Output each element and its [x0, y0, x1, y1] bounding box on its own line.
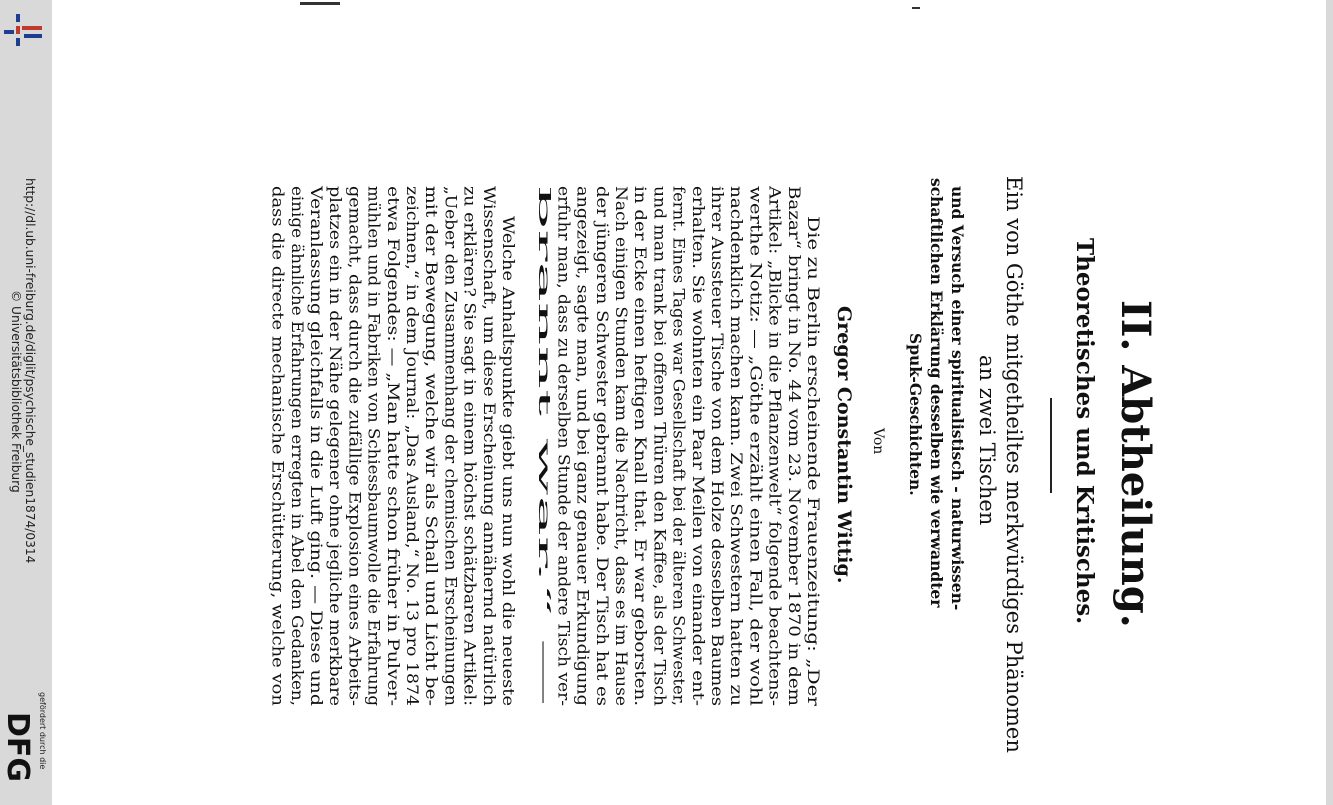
- body-text-line: brannt war.“ —: [535, 186, 554, 306]
- sidebar-url[interactable]: http://dl.ub.uni-freiburg.de/diglit/psychische_studien1874/0314: [23, 178, 37, 564]
- body-text-line: zeichnen,“ in dem Journal: „Das Ausland,“ No. 13 pro 1874: [403, 186, 421, 652]
- body-text-line: „Ueber den Zusammenhang der chemischen Erscheinungen: [441, 186, 460, 661]
- heading-divider: [1050, 398, 1052, 493]
- body-text-line: nachdenklich machen kann. Zwei Schwestern hatten zu: [727, 186, 746, 626]
- article-subtitle-line2: schaftlichen Erklärung desselben wie verwandter: [927, 178, 946, 608]
- body-text-line: Bazar“ bringt in No. 44 vom 23. November 1870 in dem: [784, 186, 803, 627]
- body-text-line: zu erklären? Sie sagt in einem höchst schätzbaren Artikel:: [460, 186, 479, 647]
- body-text-line: Artikel: „Blicke in die Pflanzenwelt“ folgende beachtens-: [765, 186, 784, 633]
- dfg-caption: gefördert durch die: [38, 692, 47, 770]
- body-text-line: erfuhr man, dass zu derselben Stunde der andere Tisch ver-: [554, 186, 573, 660]
- body-text-line: in der Ecke einen heftigen Knall that. Er war geborsten.: [631, 186, 650, 629]
- university-logo-icon: [2, 8, 46, 52]
- body-text-line: ihrer Aussteuer Tische von dem Holze desselben Baumes: [708, 186, 726, 638]
- section-heading: II. Abtheilung.: [1112, 300, 1159, 628]
- scan-mark: [300, 2, 340, 5]
- body-text-line: Nach einigen Stunden kam die Nachricht, dass es im Hause: [612, 186, 630, 659]
- scanned-page: [240, 0, 1330, 805]
- body-text-line: Veranlassung gleichfalls in die Luft ging. — Diese und: [307, 186, 325, 612]
- body-text-line: mit der Bewegung, welche wir als Schall und Licht be-: [422, 186, 441, 617]
- paragraph-2: [269, 185, 517, 706]
- byline-von: Von: [870, 428, 886, 455]
- dfg-logo: [2, 690, 50, 800]
- body-text-line: gemacht, dass durch die zufällige Explosion eines Arbeits-: [345, 186, 364, 646]
- section-subheading: Theoretisches und Kritisches.: [1071, 238, 1098, 625]
- viewer-sidebar: [0, 0, 52, 805]
- body-text-line: werthe Notiz: — „Göthe erzählt einen Fall, der wohl: [746, 186, 765, 596]
- body-text-line: platzes ein in der Nähe gelegener ohne jegliche merkbare: [326, 186, 345, 644]
- body-text-line: mühlen und in Fabriken von Schiessbaumwolle die Erfahrung: [364, 186, 383, 672]
- body-text-line: fernt. Eines Tages war Gesellschaft bei der älteren Schwester,: [669, 186, 688, 677]
- body-text-line: der jüngeren Schwester gebrannt habe. Der Tisch hat es: [592, 186, 611, 634]
- sidebar-copyright: © Universitätsbibliothek Freiburg: [9, 290, 23, 493]
- body-text-line: erhalten. Sie wohnten ein Paar Meilen von einander ent-: [688, 186, 707, 632]
- body-text-line: etwa Folgendes: — „Man hatte schon früher in Pulver-: [383, 186, 402, 615]
- author-name: Gregor Constantin Wittig.: [833, 306, 855, 584]
- body-text-line: einige ähnliche Erfahrungen erregten in Abel den Gedanken,: [287, 186, 306, 668]
- body-text-line: Wissenschaft, um diese Erscheinung annähernd natürlich: [479, 186, 498, 641]
- body-text-line: Die zu Berlin erscheinende Frauenzeitung: „Der: [804, 216, 822, 596]
- article-title-line2: an zwei Tischen: [975, 355, 999, 526]
- article-title-line1: Ein von Göthe mitgetheiltes merkwürdiges Phänomen: [1002, 176, 1026, 753]
- article-subtitle-line1: und Versuch einer spiritualistisch - naturwissen-: [948, 186, 967, 611]
- body-text-line: dass die directe mechanische Erschütterung, welche von: [268, 186, 287, 636]
- dfg-logo-text: DFG: [2, 712, 35, 783]
- scan-mark: [912, 7, 920, 9]
- body-text-line: angezeigt, sagte man, und bei ganz genauer Erkundigung: [573, 186, 592, 643]
- body-text-line: und man trank bei offenen Thüren den Kaffee, als der Tisch: [650, 186, 669, 656]
- sidebar-text: [6, 178, 50, 618]
- article-subtitle-line3: Spuk-Geschichten.: [906, 333, 925, 496]
- body-text-line: Welche Anhaltspunkte giebt uns nun wohl die neueste: [499, 216, 517, 643]
- paragraph-1: [535, 185, 822, 707]
